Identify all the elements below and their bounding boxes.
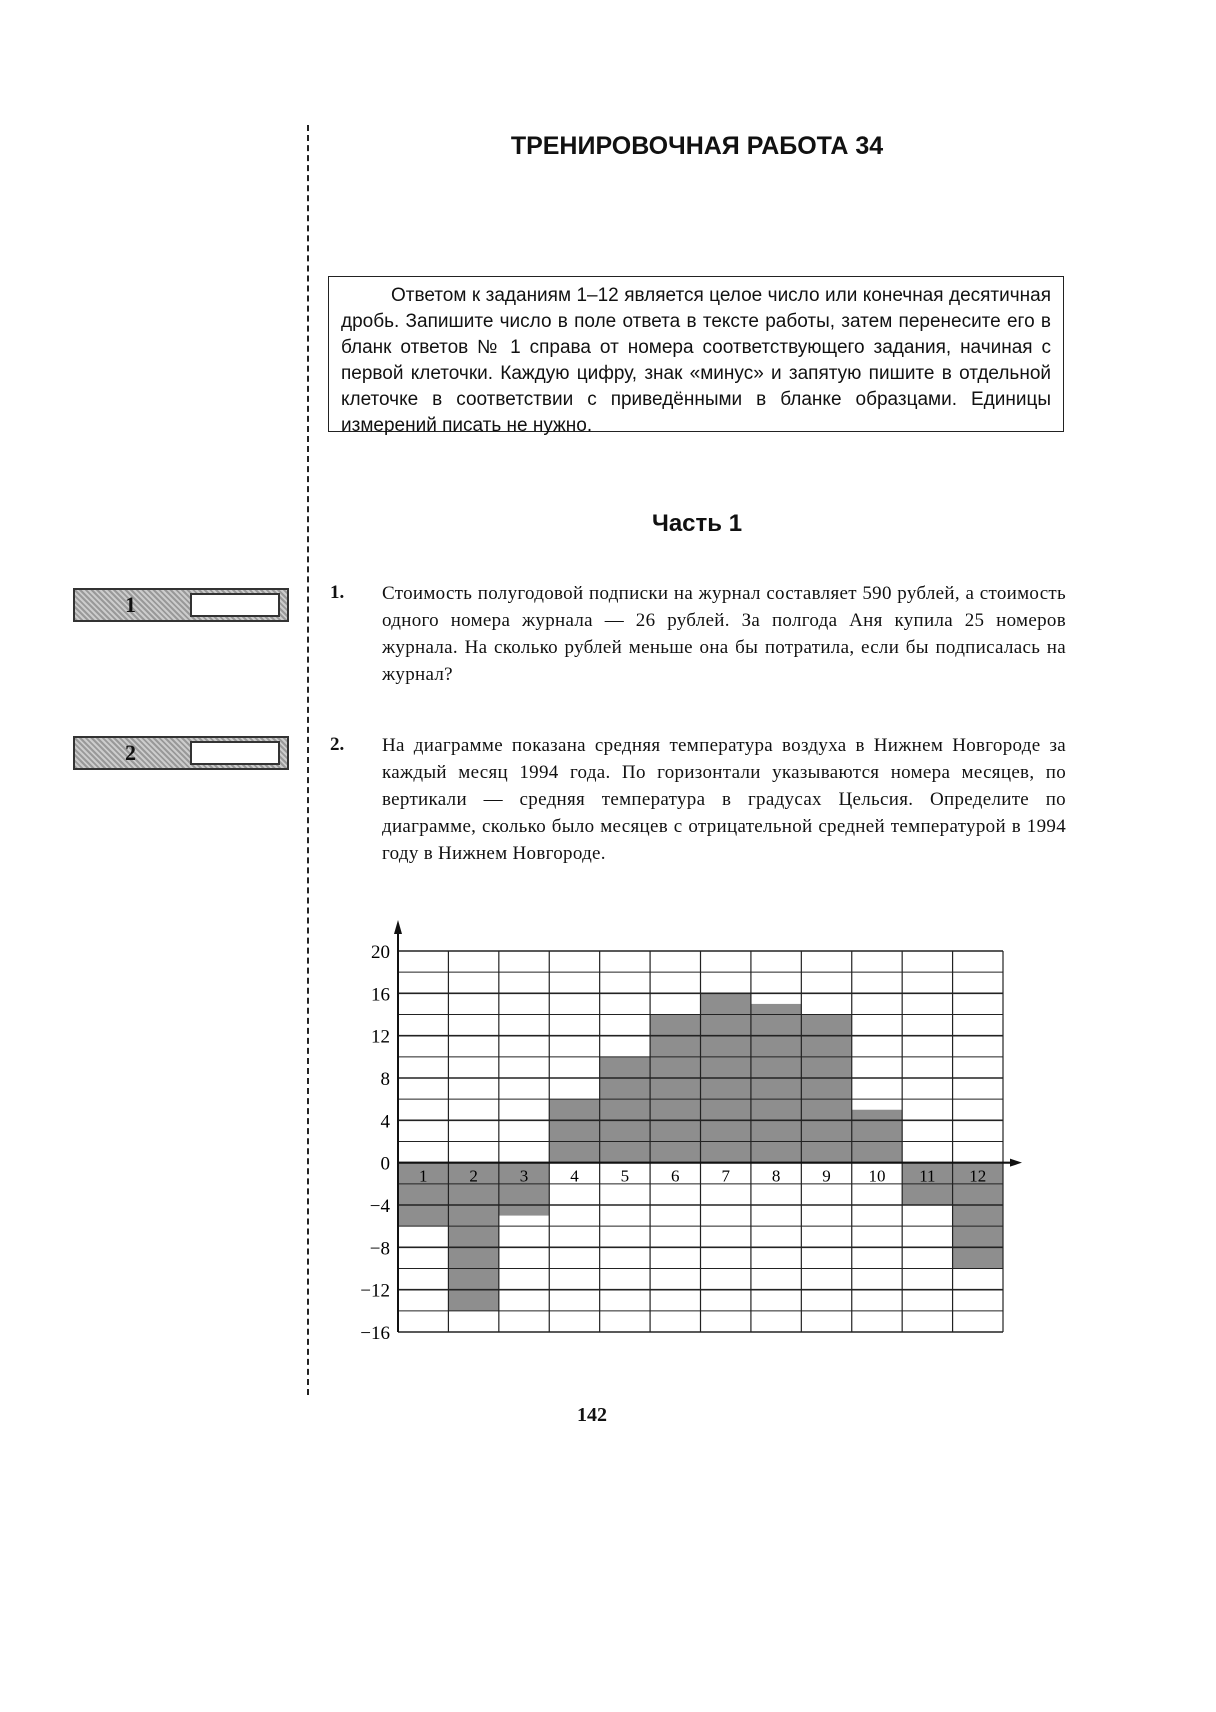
- y-tick-label: 4: [380, 1111, 390, 1133]
- y-tick-label: −8: [369, 1238, 390, 1260]
- bar-month-6: [650, 1015, 700, 1163]
- x-tick-label: 5: [620, 1166, 630, 1186]
- x-tick-label: 9: [822, 1166, 831, 1186]
- x-tick-label: 8: [771, 1166, 781, 1186]
- x-tick-label: 1: [418, 1166, 428, 1186]
- bar-month-8: [751, 1004, 801, 1163]
- x-tick-label: 3: [519, 1166, 529, 1186]
- y-tick-label: 12: [371, 1026, 390, 1048]
- question-number: 1.: [330, 582, 345, 603]
- page-title: ТРЕНИРОВОЧНАЯ РАБОТА 34: [510, 132, 884, 160]
- x-tick-label: 7: [721, 1166, 730, 1186]
- x-tick-label: 6: [671, 1166, 680, 1186]
- page-number: 142: [577, 1404, 607, 1426]
- y-tick-label: 20: [371, 942, 390, 963]
- x-tick-label: 4: [570, 1166, 579, 1186]
- question-number: 2.: [330, 734, 345, 755]
- answer-box-number: 2: [125, 740, 136, 765]
- bar-month-9: [801, 1015, 851, 1163]
- y-tick-label: 8: [380, 1069, 390, 1090]
- x-tick-label: 11: [919, 1166, 936, 1186]
- x-tick-label: 12: [969, 1166, 987, 1186]
- answer-box-number: 1: [125, 592, 136, 617]
- x-axis-arrow-icon: [1010, 1159, 1022, 1167]
- question-text: Стоимость полугодовой подписки на журнал составляет 590 рублей, а стоимость одного номера журнала — 26 рублей. За полгода Аня купила 25 номеров журнала. На сколько рублей меньше она бы потратила, если бы подписалась на журнал?: [382, 583, 1066, 685]
- part-title: Часть 1: [651, 510, 743, 537]
- y-tick-label: 16: [371, 984, 390, 1006]
- bar-month-4: [549, 1099, 599, 1163]
- question-text: На диаграмме показана средняя температура воздуха в Нижнем Новгороде за каждый месяц 1994 года. По горизонтали указываются номера месяцев, по вертикали — средняя температура в градусах Цельсия. Определите по диаграмме, сколько было месяцев с отрицательной средней температурой в 1994 году в Нижнем Новгороде.: [382, 735, 1066, 864]
- instructions-box: Ответом к заданиям 1–12 является целое число или конечная десятичная дробь. Запишите число в поле ответа в тексте работы, затем перенесите его в бланк ответов № 1 справа от номера соответствующего задания, начиная с первой клеточки. Каждую цифру, знак «минус» и запятую пишите в отдельной клеточке в соответствии с приведёнными в бланке образцами. Единицы измерений писать не нужно.: [328, 276, 1064, 432]
- bar-month-10: [852, 1110, 902, 1163]
- x-tick-label: 10: [868, 1166, 886, 1186]
- y-tick-label: 0: [380, 1153, 390, 1175]
- y-tick-label: −4: [369, 1196, 390, 1217]
- bar-month-5: [600, 1057, 650, 1163]
- y-axis-arrow-icon: [394, 920, 402, 934]
- x-tick-label: 2: [469, 1166, 478, 1186]
- y-tick-label: −16: [360, 1323, 390, 1344]
- y-tick-label: −12: [360, 1280, 390, 1302]
